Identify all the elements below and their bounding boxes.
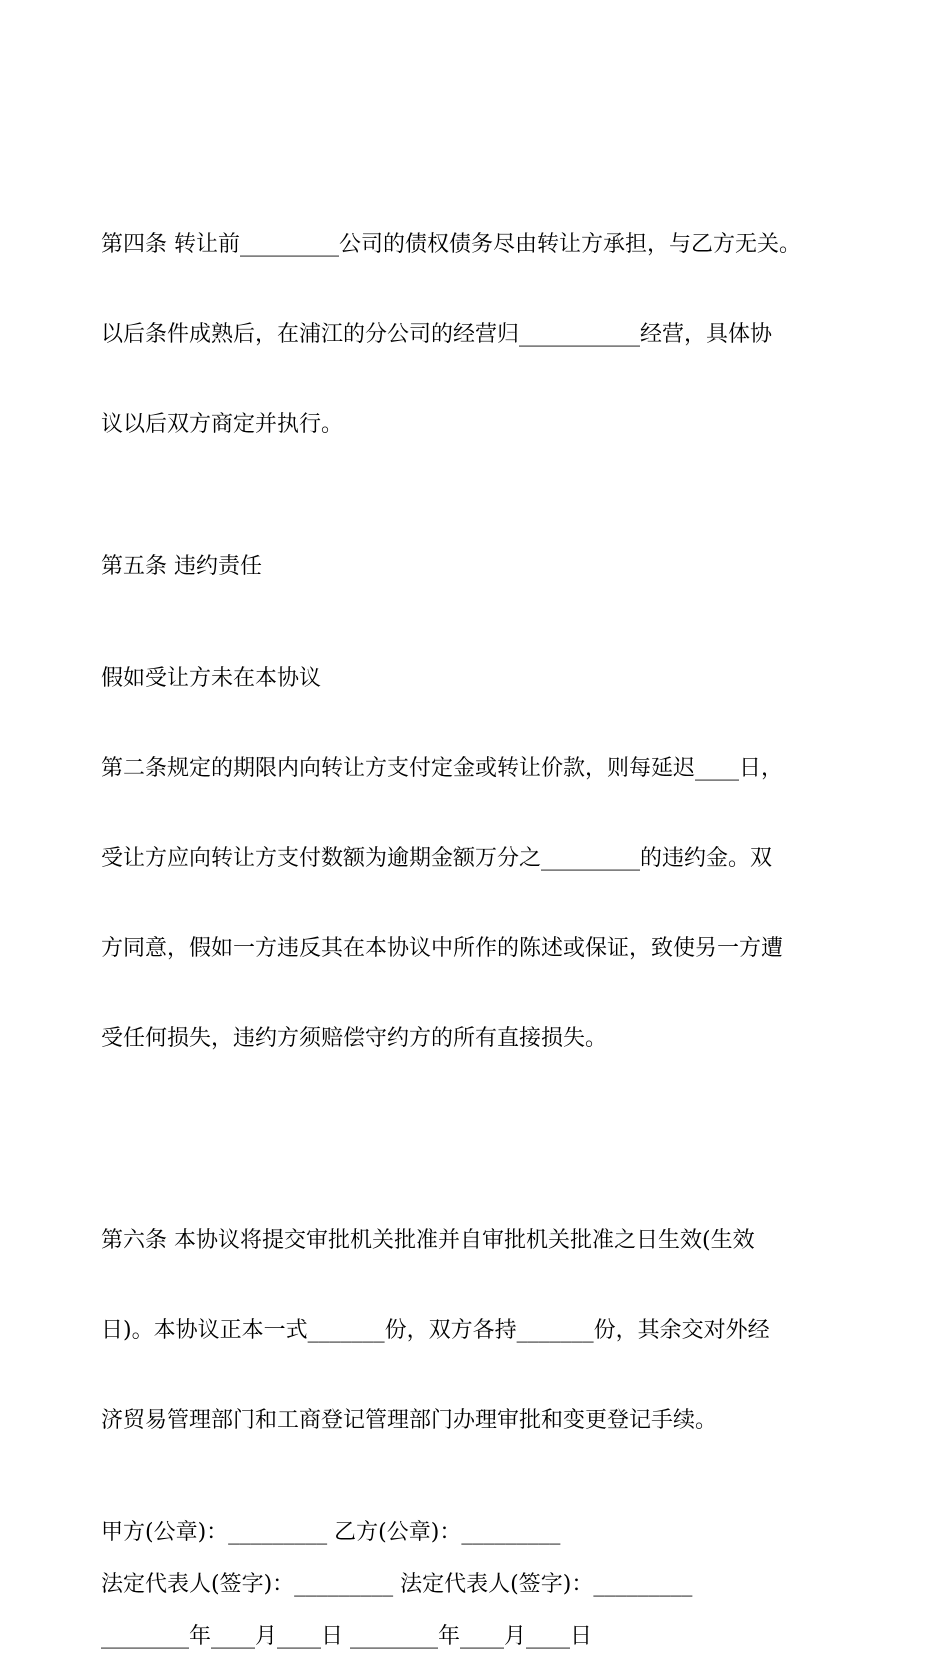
article-6-line-1: 第六条 本协议将提交审批机关批准并自审批机关批准之日生效(生效 [101,1228,755,1253]
article-4 [101,170,861,500]
article-4-line-1: 第四条 转让前_________公司的债权债务尽由转让方承担，与乙方无关。 [101,232,801,257]
article-6-line-2: 日)。本协议正本一式_______份，双方各持_______份，其余交对外经 [101,1318,770,1343]
article-6 [101,1166,861,1496]
article-4-line-3: 议以后双方商定并执行。 [101,412,344,437]
article-5-line-1: 假如受让方未在本协议 [101,666,322,691]
document-page [101,170,861,1674]
article-4-line-2: 以后条件成熟后，在浦江的分公司的经营归___________经营，具体协 [101,322,773,347]
article-6-line-3: 济贸易管理部门和工商登记管理部门办理审批和变更登记手续。 [101,1408,718,1433]
article-5-body [101,604,861,1114]
date-line: ________年____月____日 ________年____月____日 [101,1624,592,1649]
article-5-line-2: 第二条规定的期限内向转让方支付定金或转让价款，则每延迟____日， [101,756,784,781]
article-5-line-5: 受任何损失，违约方须赔偿守约方的所有直接损失。 [101,1026,608,1051]
article-5-line-3: 受让方应向转让方支付数额为逾期金额万分之_________的违约金。双 [101,846,773,871]
seal-line: 甲方(公章)：_________ 乙方(公章)：_________ [101,1520,561,1545]
representative-line: 法定代表人(签字)：_________ 法定代表人(签字)：_________ [101,1572,693,1597]
article-5-title: 第五条 违约责任 [101,554,262,579]
article-5-line-4: 方同意，假如一方违反其在本协议中所作的陈述或保证，致使另一方遭 [101,936,784,961]
